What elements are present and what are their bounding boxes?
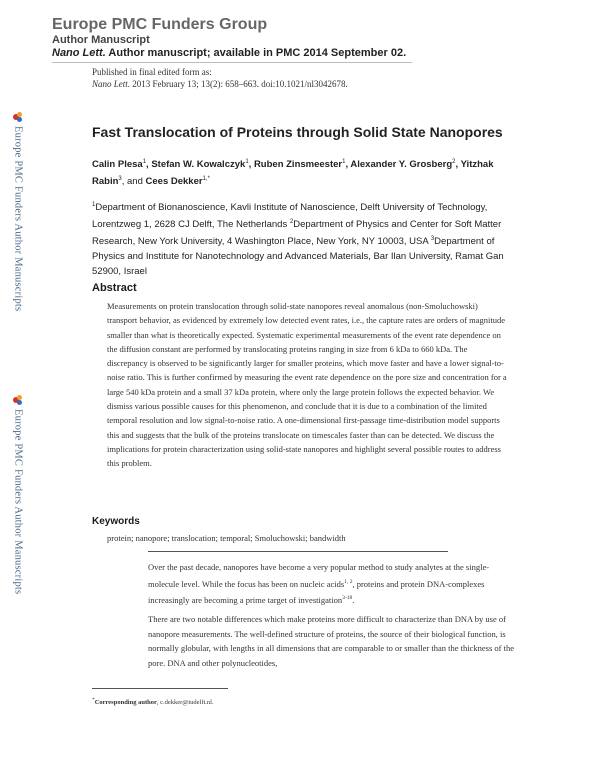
author-affiliation-mark: 1 <box>245 159 249 165</box>
abstract-text: Measurements on protein translocation through solid-state nanopores reveal anomalous (non-Smoluchowski) transport behavior, as evidenced by extremely low detected event rates, i.e., the capture rates are orders of magnitude smaller than what is theoretically expected. Systematic experimental measurements of the event rate dependence on the diffusion constant are performed by translocating proteins ranging in size from 6 kDa to 660 kDa. The discrepancy is observed to be significantly larger for smaller proteins, which move faster and have a lower signal-to-noise ratio. This is further confirmed by measuring the event rate dependence on the pore size and concentration for a large 540 kDa protein and a small 37 kDa protein, where only the large protein follows the expected behavior. We dismiss various possible causes for this phenomenon, and conclude that it is due to a combination of the limited temporal resolution and low signal-to-noise ratio. A one-dimensional first-passage time-distribution model supports this and suggests that the bulk of the proteins translocate on timescales faster than can be detected. We discuss the implications for protein characterization using solid-state nanopores and highlight several possible routes to address this problem. <box>107 301 507 469</box>
affiliation: Department of Physics and Institute for Nanotechnology and Advanced Materials, Bar Ilan University, Ramat Gan 52900, Israel <box>92 236 504 278</box>
para1-text-a: Over the past decade, nanopores have become a very popular method to study analytes at the single-molecule level. While the focus has been on nucleic acids <box>148 562 490 589</box>
header-subtitle: Author Manuscript <box>52 34 150 46</box>
author-list <box>92 155 517 189</box>
body-divider <box>148 551 448 552</box>
header-title: Europe PMC Funders Group <box>52 16 268 33</box>
footnote <box>92 697 214 706</box>
affiliation-mark: 2 <box>289 219 294 226</box>
header-journal-line <box>52 47 406 59</box>
author-separator: , <box>248 159 254 171</box>
europe-pmc-logo-icon <box>13 112 23 122</box>
side-watermark-bottom <box>4 395 32 594</box>
affiliation: Department of Bionanoscience, Kavli Institute of Nanoscience, Delft University of Technology, Lorentzweg 1, 2628 CJ Delft, The Netherlands <box>92 202 488 231</box>
author: Ruben Zinsmeester <box>253 159 343 171</box>
published-citation-text: 2013 February 13; 13(2): 658–663. doi:10.1021/nl3042678. <box>130 79 348 89</box>
side-watermark-text: Europe PMC Funders Author Manuscripts <box>12 409 24 595</box>
affiliation-mark: 3 <box>430 236 435 243</box>
para1-text-c: . <box>352 594 355 605</box>
body-paragraph-2: There are two notable differences which make proteins more difficult to characterize than DNA by use of nanopore measurements. The well-defined structure of proteins, the source of their biological function, is normally globular, with lengths in all dimensions that are comparable to or smaller than the thickness of the pore. DNA and other polynucleotides, <box>148 614 515 668</box>
author-affiliation-mark: 1 <box>342 159 346 165</box>
affiliation-mark: 1 <box>92 202 96 208</box>
europe-pmc-logo-icon <box>13 395 23 405</box>
abstract-heading: Abstract <box>92 282 137 294</box>
para1-text-b: , proteins and protein DNA-complexes increasingly are becoming a prime target of investigation <box>148 578 485 605</box>
body-paragraph-1 <box>148 560 518 607</box>
corresponding-email[interactable]: , c.dekker@tudelft.nl. <box>156 699 214 707</box>
author: Cees Dekker <box>145 176 203 188</box>
author-separator: , and <box>121 176 146 188</box>
header-journal-name: Nano Lett. <box>52 47 106 59</box>
author: Calin Plesa <box>92 159 143 171</box>
affiliations <box>92 198 522 279</box>
published-journal: Nano Lett. <box>92 79 131 89</box>
published-citation <box>92 79 348 89</box>
header-divider <box>52 62 412 63</box>
published-note: Published in final edited form as: <box>92 67 212 77</box>
author-affiliation-mark: 2 <box>452 159 456 165</box>
paper-title: Fast Translocation of Proteins through Solid State Nanopores <box>92 124 503 140</box>
keywords-text: protein; nanopore; translocation; temporal; Smoluchowski; bandwidth <box>107 533 346 543</box>
side-watermark-top <box>4 112 32 311</box>
author-affiliation-mark: 3 <box>118 176 122 183</box>
keywords-heading: Keywords <box>92 516 140 527</box>
footnote-marker: * <box>92 697 95 703</box>
author: Stefan W. Kowalczyk <box>151 159 246 171</box>
footnote-divider <box>92 688 228 689</box>
author-separator: , <box>146 159 152 171</box>
author-separator: , <box>455 159 461 171</box>
author-affiliation-mark: 1 <box>142 159 147 165</box>
author-separator: , <box>345 159 351 171</box>
citation-link[interactable]: 3-18 <box>342 594 353 601</box>
affiliation: Department of Physics and Center for Soft Matter Research, New York University, 4 Washington Place, New York, NY 10003, USA <box>92 219 502 248</box>
author: Alexander Y. Grosberg <box>350 159 453 171</box>
author: Yitzhak Rabin <box>92 159 494 188</box>
side-watermark-text: Europe PMC Funders Author Manuscripts <box>12 126 24 312</box>
citation-link[interactable]: 1, 2 <box>344 578 353 585</box>
header-availability: Author manuscript; available in PMC 2014 September 02. <box>105 47 407 59</box>
footnote-label: Corresponding author <box>94 699 157 707</box>
author-affiliation-mark: 1,* <box>202 176 210 183</box>
